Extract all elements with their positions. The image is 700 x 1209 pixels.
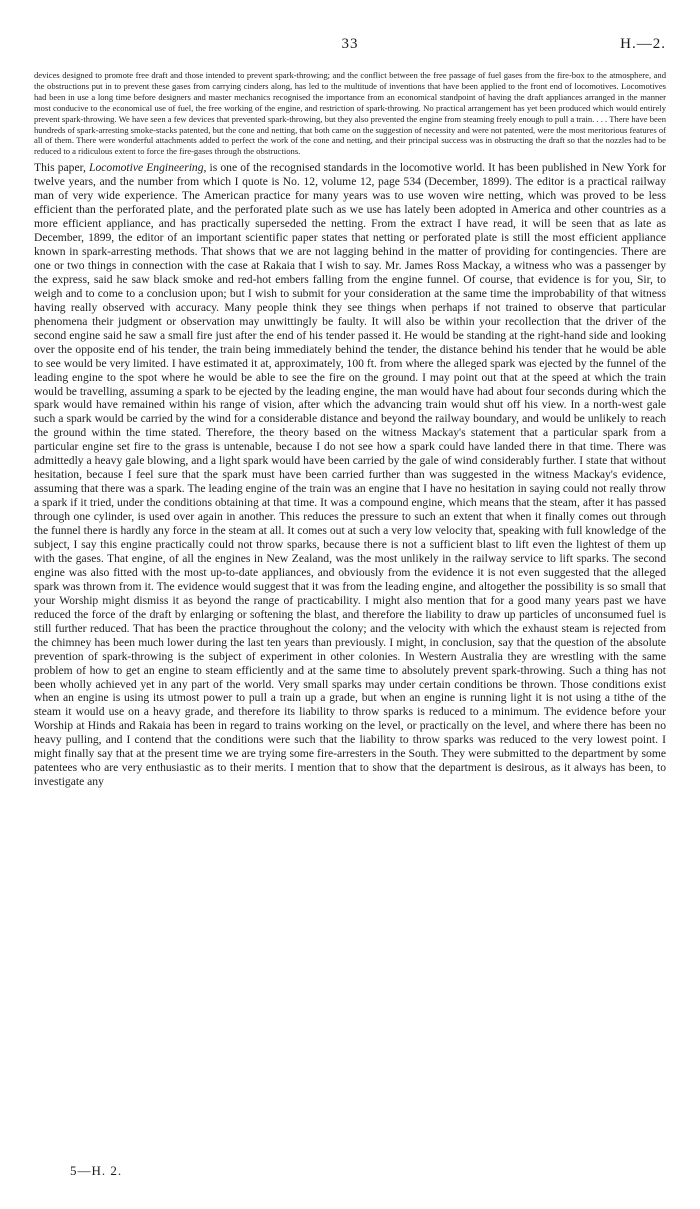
page-number: 33 [341, 36, 359, 52]
document-page [34, 30, 666, 789]
page-header [34, 30, 666, 60]
body-text: is one of the recognised standards in the locomotive world. It has been published in New York for twelve years, and the number from which I quote is No. 12, volume 12, page 534 (December, 1899). The editor is a practical railway man of very wide experience. The American practice for many years was to use woven wire netting, which was proved to be less efficient than the perforated plate, and the perforated plate such as we use has lately been adopted in America and other countries as a more efficient appliance, and has practically superseded the netting. From the extract I have read, it will be seen that as late as December, 1899, the editor of an important scientific paper states that netting or perforated plate is still the most efficient appliance known in spark-arresting methods. That shows that we are not lagging behind in the matter of providing for contingencies. There are one or two things in connection with the case at Rakaia that I wish to say. Mr. James Ross Mackay, a witness who was a passenger by the express, said he saw black smoke and red-hot embers falling from the engine funnel. Of course, that evidence is for you, Sir, to weigh and to come to a conclusion upon; but I wish to submit for your consideration at the same time the improbability of that witness having really observed with accuracy. Many people think they see things when perhaps if not trained to observe that particular phenomena their judgment or observation may unwittingly be faulty. It will also be within your recollection that the driver of the second engine said he saw a small fire just after the end of his tender passed it. He would be standing at the right-hand side and looking over the opposite end of his tender, the train being immediately behind the tender, the distance behind his tender that he would be able to see would be very limited. I have estimated it at, approximately, 100 ft. from where the alleged spark was ejected by the funnel of the leading engine to the spot where he would be able to see the fire on the ground. I may point out that at the speed at which the train would be travelling, assuming a spark to be ejected by the leading engine, the man would have had about four seconds during which the spark would have remained within his range of vision, after which the advancing train would shut off his view. In a north-west gale such a spark would be carried by the wind for a considerable distance and beyond the railway boundary, and would be unlikely to reach the ground within the time stated. Therefore, the theory based on the witness Mackay's statement that a particular spark from a particular engine set fire to the grass is untenable, because I do not see how a spark could have landed there in that time. There was admittedly a heavy gale blowing, and a light spark would have been carried by the gale of wind considerably further. I state that without hesitation, because I feel sure that the spark must have been carried further than was suggested in the witness Mackay's evidence, assuming that there was a spark. The leading engine of the train was an engine that I have no hesitation in saying could not really throw a spark if it tried, under the conditions obtaining at that time. It was a compound engine, which means that the steam, after it has passed through one cylinder, is used over again in another. This reduces the pressure to such an extent that when it finally comes out through the funnel there is hardly any force in the steam at all. It comes out at such a very low velocity that, speaking with full knowledge of the subject, I say this engine practically could not throw sparks, because there is not a sufficient blast to lift even the lightest of them up with the gases. That engine, of all the engines in New Zealand, was the most unlikely in the railway service to lift sparks. The second engine was also fitted with the most up-to-date appliances, and obviously from the evidence it is not even suggested that the alleged spark was thrown from it. The evidence would suggest that it was from the leading engine, and altogether the possibility is so small that your Worship might dismiss it as beyond the range of practicability. I might also mention that for a good many years past we have reduced the force of the draft by enlarging or softening the blast, and therefore the liability to draw up particles of unconsumed fuel is still further reduced. That has been the practice throughout the colony; and the velocity with which the exhaust steam is rejected from the chimney has been much lower during the last ten years than previously. I might, in conclusion, say that the question of the absolute prevention of spark-throwing is the subject of experiment in other colonies. In Western Australia they are wrestling with the same problem of how to get an engine to steam efficiently and at the same time to absolutely prevent spark-throwing. Such a thing has not been wholly achieved yet in any part of the world. Very small sparks may under certain conditions be thrown. Those conditions exist when an engine is using its utmost power to pull a train up a grade, but when an engine is running light it is not using a tithe of the steam it would use on a heavy grade, and therefore its liability to throw sparks is reduced to a minimum. The evidence before your Worship at Hinds and Rakaia has been in regard to trains working on the level, or practically on the level, and where there has been no heavy pulling, and I contend that the conditions were such that the liability to throw sparks was reduced to the very lowest point. I might finally say that at the present time we are trying some fire-arresters in the South. They were submitted to the department by some patentees who are very enthusiastic as to their merits. I mention that to show that the department is desirous, as it always has been, to investigate any [34, 161, 666, 789]
body-lead: This paper, [34, 161, 86, 175]
page-signature: 5—H. 2. [70, 1163, 123, 1178]
journal-title: Locomotive Engineering, [89, 161, 207, 175]
quoted-extract: devices designed to promote free draft and those intended to prevent spark-throwing; and the conflict between the free passage of fuel gases from the fire-box to the atmosphere, and the obstructions put in to prevent these gases from carrying cinders along, has led to the multitude of inventions that have been applied to the front end of locomotives. Locomotives had been in use a long time before designers and master mechanics recognised the importance from an economical standpoint of having the draft appliances arranged in the manner most conducive to the economical use of fuel, the free working of the engine, and restriction of spark-throwing. No practical arrangement has yet been produced which would entirely prevent spark-throwing. We have seen a few devices that prevented spark-throwing, but they also prevented the engine from steaming freely enough to pull a train. . . . There have been hundreds of spark-arresting smoke-stacks patented, but the cone and netting, that both came on the suggestion of necessity and were not patented, were the most meritorious features of all of them. There were wonderful attachments added to perfect the work of the cone and netting, and their principal success was in obstructing the draft so that the nozzles had to be reduced to a ridiculous extent to force the fire-gases through the obstructions. [34, 70, 666, 157]
document-reference: H.—2. [620, 36, 666, 52]
body-paragraph [34, 161, 666, 789]
